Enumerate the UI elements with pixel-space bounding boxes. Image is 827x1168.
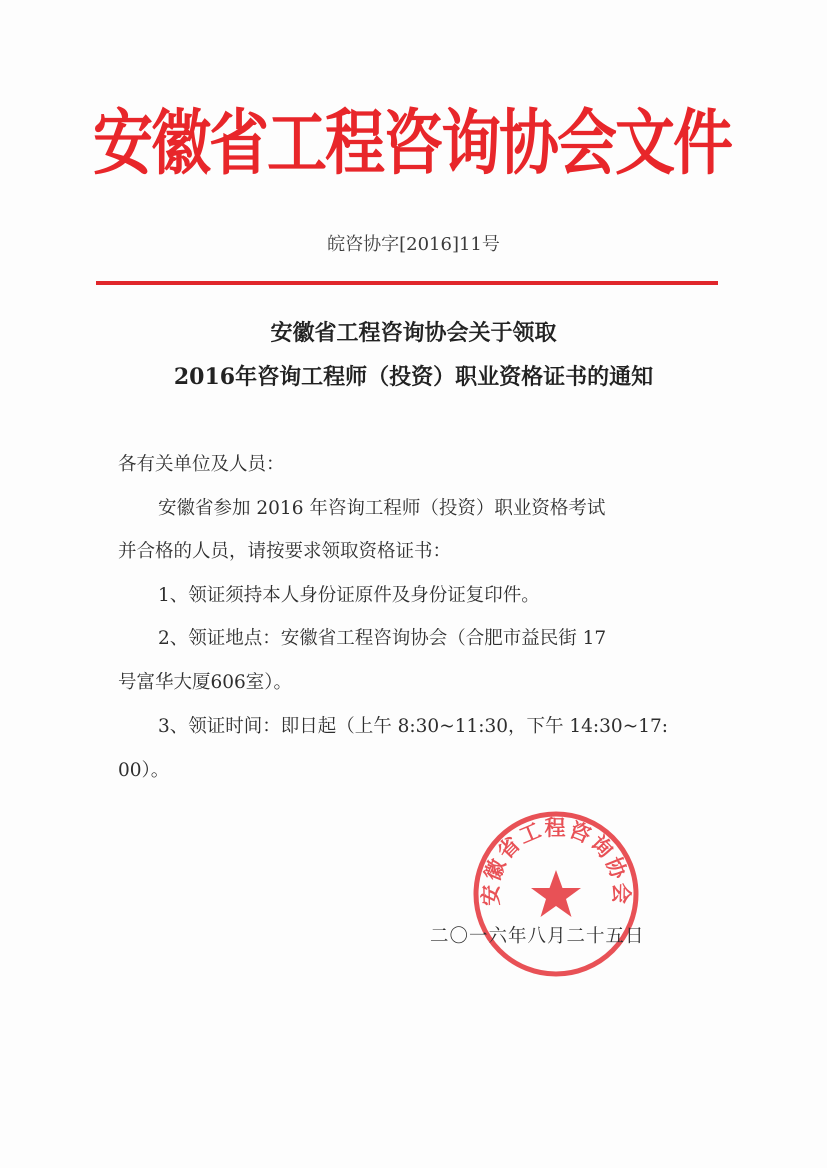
intro-paragraph-line-1: 安徽省参加 2016 年咨询工程师（投资）职业资格考试	[158, 498, 606, 519]
org-header-title: 安徽省工程咨询协会文件	[93, 102, 731, 186]
notice-title-line-2: 2016年咨询工程师（投资）职业资格证书的通知	[173, 364, 654, 390]
intro-paragraph-line-2: 并合格的人员，请按要求领取资格证书：	[118, 541, 452, 562]
item-3-line-2: 00）。	[118, 760, 170, 781]
document-number: 皖咨协字[2016]11号	[327, 234, 500, 255]
item-2-line-1: 2、领证地点：安徽省工程咨询协会（合肥市益民街 17	[158, 628, 607, 649]
item-3-line-1: 3、领证时间：即日起（上午 8:30~11:30，下午 14:30~17:	[158, 716, 668, 737]
notice-title-line-1: 安徽省工程咨询协会关于领取	[270, 320, 557, 346]
issue-date: 二〇一六年八月二十五日	[430, 926, 645, 947]
seal-text: 安徽省工程咨询协会	[478, 815, 634, 906]
star-icon	[531, 870, 581, 917]
item-1: 1、领证须持本人身份证原件及身份证复印件。	[158, 585, 540, 606]
red-divider-line	[96, 281, 718, 285]
item-2-line-2: 号富华大厦606室）。	[118, 672, 293, 693]
official-seal	[470, 808, 642, 980]
salutation: 各有关单位及人员：	[118, 454, 285, 475]
